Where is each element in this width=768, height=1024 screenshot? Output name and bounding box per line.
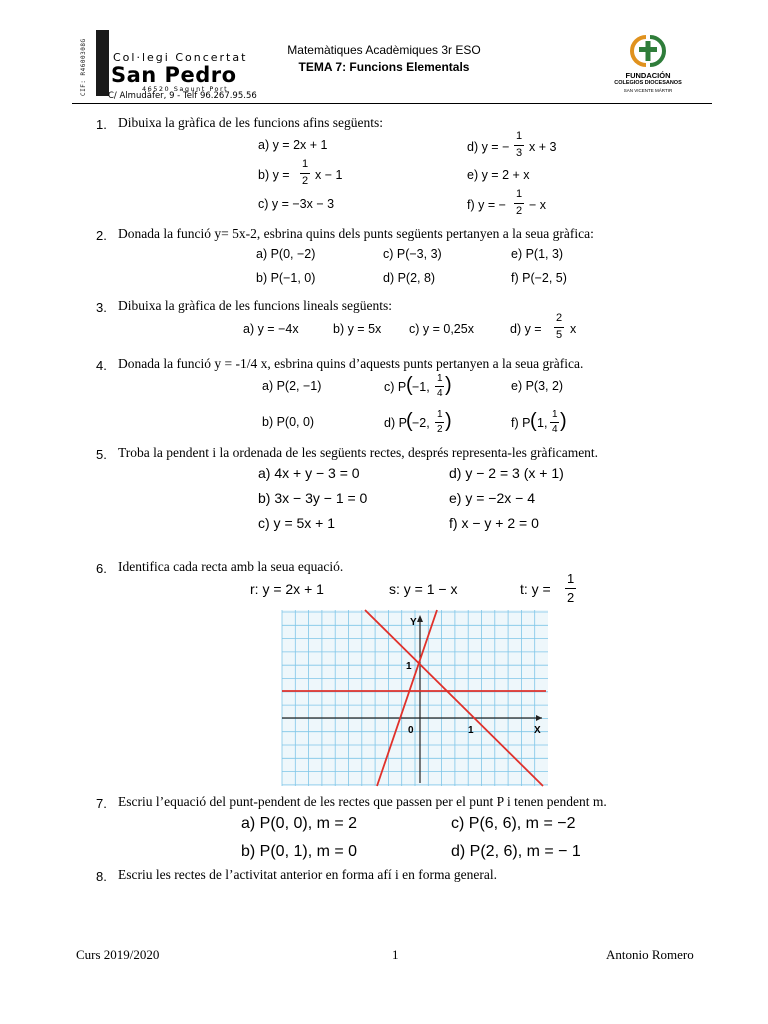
q1-item-b — [258, 160, 368, 190]
q1-b-suffix: x − 1 — [315, 168, 343, 182]
q3-item-c: c) y = 0,25x — [409, 322, 474, 336]
question-number: 8. — [96, 869, 107, 884]
q3-d-den: 5 — [556, 329, 563, 341]
q6-line-s: s: y = 1 − x — [389, 581, 458, 597]
fraction-bar — [514, 203, 524, 204]
q1-f-num: 1 — [516, 188, 523, 200]
q4-d-prefix: d) P — [384, 416, 407, 430]
q3-d-num: 2 — [556, 312, 563, 324]
q4-item-d — [384, 410, 464, 440]
x-axis-label: X — [534, 725, 541, 736]
y-tick-label: 1 — [406, 661, 412, 672]
q4-f-prefix: f) P — [511, 416, 531, 430]
school-address: C/ Almudàfer, 9 - Telf 96.267.95.56 — [108, 91, 257, 101]
q5-item-e: e) y = −2x − 4 — [449, 490, 535, 506]
q4-f-num: 1 — [552, 409, 558, 420]
school-type: Col·legi Concertat — [113, 51, 248, 64]
foundation-logo-icon — [630, 33, 666, 69]
q7-item-d: d) P(2, 6), m = − 1 — [451, 843, 581, 860]
question-text: Escriu l’equació del punt-pendent de les rectes que passen per el punt P i tenen pendent m. — [118, 794, 607, 809]
paren-right: ) — [445, 410, 452, 432]
q1-f-suffix: − x — [529, 198, 547, 212]
q3-item-a: a) y = −4x — [243, 322, 299, 336]
q7-item-b: b) P(0, 1), m = 0 — [241, 843, 358, 860]
footer-author: Antonio Romero — [606, 947, 694, 962]
question-text: Troba la pendent i la ordenada de les següents rectes, després representa-les gràficament. — [118, 445, 599, 460]
q6-t-num: 1 — [567, 571, 575, 586]
q2-item-a: a) P(0, −2) — [256, 247, 316, 261]
question-number: 5. — [96, 447, 107, 462]
q4-d-num: 1 — [437, 409, 443, 420]
q1-item-a: a) y = 2x + 1 — [258, 138, 328, 152]
q7-item-c: c) P(6, 6), m = −2 — [451, 815, 576, 832]
q4-f-den: 4 — [552, 424, 558, 435]
q5-item-f: f) x − y + 2 = 0 — [449, 515, 539, 531]
q6-graph — [250, 607, 550, 794]
question-text: Escriu les rectes de l’activitat anterior en forma afí i en forma general. — [118, 867, 497, 882]
subject-title: Matemàtiques Acadèmiques 3r ESO — [287, 43, 481, 57]
question-text: Donada la funció y= 5x-2, esbrina quins dels punts següents pertanyen a la seua gràfica: — [118, 226, 594, 241]
q2-item-b: b) P(−1, 0) — [256, 271, 316, 285]
q2-item-c: c) P(−3, 3) — [383, 247, 442, 261]
q4-item-a: a) P(2, −1) — [262, 379, 322, 393]
paren-right: ) — [560, 410, 567, 432]
q1-d-prefix: d) y = − — [467, 140, 510, 154]
fraction-bar — [435, 386, 444, 387]
q4-c-prefix: c) P — [384, 380, 407, 394]
q7-item-a: a) P(0, 0), m = 2 — [241, 815, 358, 832]
q5-item-a: a) 4x + y − 3 = 0 — [258, 465, 360, 481]
question-number: 1. — [96, 117, 107, 132]
q1-d-den: 3 — [516, 147, 523, 159]
q4-item-f — [511, 410, 581, 440]
paren-right: ) — [445, 374, 452, 396]
graph-grid — [282, 610, 548, 786]
q4-c-den: 4 — [437, 388, 443, 399]
question-text: Dibuixa la gràfica de les funcions lineals següents: — [118, 298, 393, 313]
school-postal: 46520 Sagunt Port — [142, 85, 229, 93]
q6-line-t — [520, 572, 590, 608]
fraction-bar — [514, 145, 524, 146]
fraction-bar — [554, 327, 564, 328]
question-text: Identifica cada recta amb la seua equació. — [118, 559, 344, 574]
q1-d-num: 1 — [516, 130, 523, 142]
q3-d-suffix: x — [570, 322, 577, 336]
q4-c-num: 1 — [437, 373, 443, 384]
fraction-bar — [550, 422, 559, 423]
q1-item-d — [467, 132, 577, 162]
q5-item-c: c) y = 5x + 1 — [258, 515, 336, 531]
q4-item-c — [384, 374, 464, 404]
q1-f-den: 2 — [516, 205, 523, 217]
q1-b-den: 2 — [302, 175, 309, 187]
q2-item-d: d) P(2, 8) — [383, 271, 436, 285]
q6-line-r: r: y = 2x + 1 — [250, 581, 324, 597]
q4-d-inner: −2, — [412, 416, 430, 430]
paren-left: ( — [406, 374, 413, 396]
q2-item-f: f) P(−2, 5) — [511, 271, 567, 285]
question-text: Donada la funció y = -1/4 x, esbrina quins d’aquests punts pertanyen a la seua gràfica. — [118, 356, 584, 371]
q3-item-d — [510, 314, 600, 344]
footer-page-number: 1 — [392, 947, 399, 962]
question-number: 7. — [96, 796, 107, 811]
q4-item-b: b) P(0, 0) — [262, 415, 315, 429]
q4-c-inner: −1, — [412, 380, 430, 394]
q3-d-prefix: d) y = — [510, 322, 542, 336]
q1-f-prefix: f) y = − — [467, 198, 506, 212]
fraction-bar — [565, 588, 576, 589]
q1-b-prefix: b) y = — [258, 168, 290, 182]
q1-item-f — [467, 190, 577, 220]
q4-f-inner: 1, — [537, 416, 548, 430]
footer-course: Curs 2019/2020 — [76, 947, 160, 962]
school-name: San Pedro — [111, 63, 237, 87]
unit-title: TEMA 7: Funcions Elementals — [298, 60, 470, 74]
q6-t-prefix: t: y = — [520, 581, 551, 597]
q1-d-suffix: x + 3 — [529, 140, 557, 154]
foundation-line2: COLEGIOS DIOCESANOS — [614, 80, 682, 86]
q5-item-d: d) y − 2 = 3 (x + 1) — [449, 465, 564, 481]
y-axis-label: Y — [410, 617, 417, 628]
foundation-line3: SAN VICENTE MÁRTIR — [623, 88, 673, 93]
q2-item-e: e) P(1, 3) — [511, 247, 564, 261]
question-number: 6. — [96, 561, 107, 576]
foundation-line1: FUNDACIÓN — [625, 71, 671, 80]
school-cif: CIF: R4600308G — [80, 38, 87, 96]
paren-left: ( — [530, 410, 537, 432]
fraction-bar — [300, 173, 310, 174]
question-number: 4. — [96, 358, 107, 373]
q3-item-b: b) y = 5x — [333, 322, 382, 336]
question-number: 3. — [96, 300, 107, 315]
origin-label: 0 — [408, 725, 414, 736]
question-text: Dibuixa la gràfica de les funcions afins següents: — [118, 115, 384, 130]
paren-left: ( — [406, 410, 413, 432]
question-number: 2. — [96, 228, 107, 243]
q4-item-e: e) P(3, 2) — [511, 379, 564, 393]
q5-item-b: b) 3x − 3y − 1 = 0 — [258, 490, 368, 506]
x-tick-label: 1 — [468, 725, 474, 736]
fraction-bar — [435, 422, 444, 423]
q4-d-den: 2 — [437, 424, 443, 435]
q1-item-e: e) y = 2 + x — [467, 168, 530, 182]
q6-t-den: 2 — [567, 590, 575, 605]
header-divider — [72, 103, 712, 104]
q1-b-num: 1 — [302, 158, 309, 170]
q1-item-c: c) y = −3x − 3 — [258, 197, 335, 211]
